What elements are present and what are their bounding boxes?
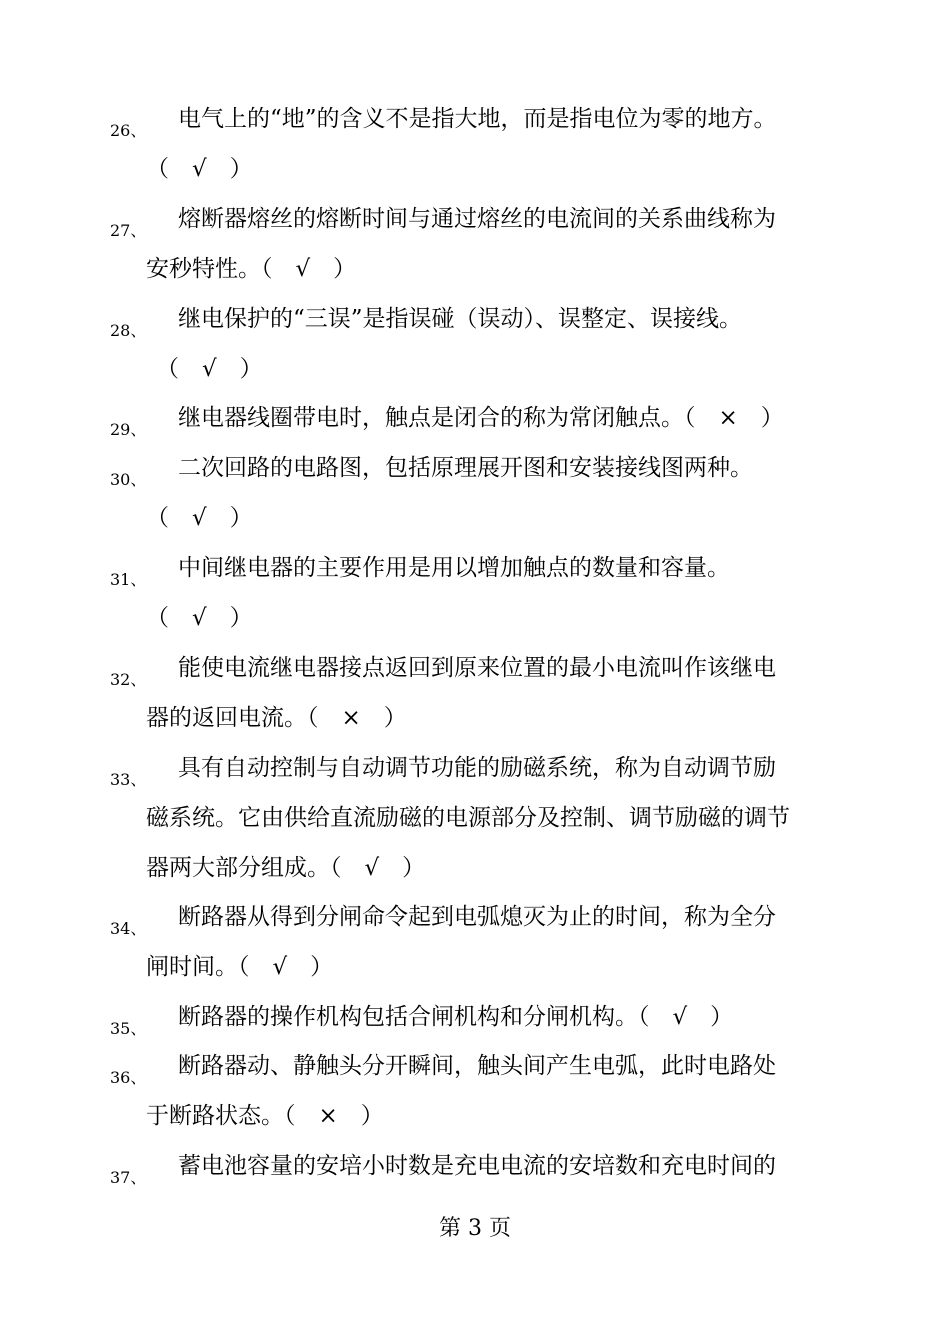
question-text-line: 器的返回电流。（ × ） — [146, 705, 407, 731]
question-text-line: 器两大部分组成。（ √ ） — [146, 855, 426, 881]
question-text-line: 继电器线圈带电时，触点是闭合的称为常闭触点。（ × ） — [178, 405, 784, 431]
question-answer-line: （ √ ） — [146, 156, 253, 182]
question-text-line: 电气上的“地”的含义不是指大地，而是指电位为零的地方。 — [178, 106, 777, 132]
question-answer-line: （ √ ） — [156, 356, 263, 382]
question-number: 30、 — [110, 470, 147, 489]
question-number: 34、 — [110, 919, 147, 938]
question-text-line: 熔断器熔丝的熔断时间与通过熔丝的电流间的关系曲线称为 — [178, 206, 776, 232]
question-number: 35、 — [110, 1019, 147, 1038]
question-text-line: 磁系统。它由供给直流励磁的电源部分及控制、调节励磁的调节 — [146, 805, 790, 831]
question-text-line: 闸时间。（ √ ） — [146, 954, 334, 980]
question-number: 28、 — [110, 321, 147, 340]
page-number-footer: 第 3 页 — [439, 1216, 511, 1241]
question-number: 33、 — [110, 770, 147, 789]
question-answer-line: （ √ ） — [146, 605, 253, 631]
question-text-line: 断路器的操作机构包括合闸机构和分闸机构。（ √ ） — [178, 1004, 734, 1030]
question-text-line: 于断路状态。（ × ） — [146, 1103, 384, 1129]
question-text-line: 继电保护的“三误”是指误碰（误动）、误整定、误接线。 — [178, 306, 743, 332]
question-text-line: 蓄电池容量的安培小时数是充电电流的安培数和充电时间的 — [178, 1153, 776, 1179]
question-text-line: 安秒特性。（ √ ） — [146, 256, 357, 282]
question-text-line: 断路器从得到分闸命令起到电弧熄灭为止的时间，称为全分 — [178, 904, 776, 930]
question-number: 31、 — [110, 570, 147, 589]
question-number: 37、 — [110, 1168, 147, 1187]
question-number: 32、 — [110, 670, 147, 689]
question-text-line: 中间继电器的主要作用是用以增加触点的数量和容量。 — [178, 555, 730, 581]
question-text-line: 具有自动控制与自动调节功能的励磁系统，称为自动调节励 — [178, 755, 776, 781]
question-number: 36、 — [110, 1068, 147, 1087]
question-number: 26、 — [110, 121, 147, 140]
question-answer-line: （ √ ） — [146, 505, 253, 531]
question-text-line: 能使电流继电器接点返回到原来位置的最小电流叫作该继电 — [178, 655, 776, 681]
question-text-line: 断路器动、静触头分开瞬间，触头间产生电弧，此时电路处 — [178, 1053, 776, 1079]
question-text-line: 二次回路的电路图，包括原理展开图和安装接线图两种。 — [178, 455, 753, 481]
question-number: 27、 — [110, 221, 147, 240]
question-number: 29、 — [110, 420, 147, 439]
